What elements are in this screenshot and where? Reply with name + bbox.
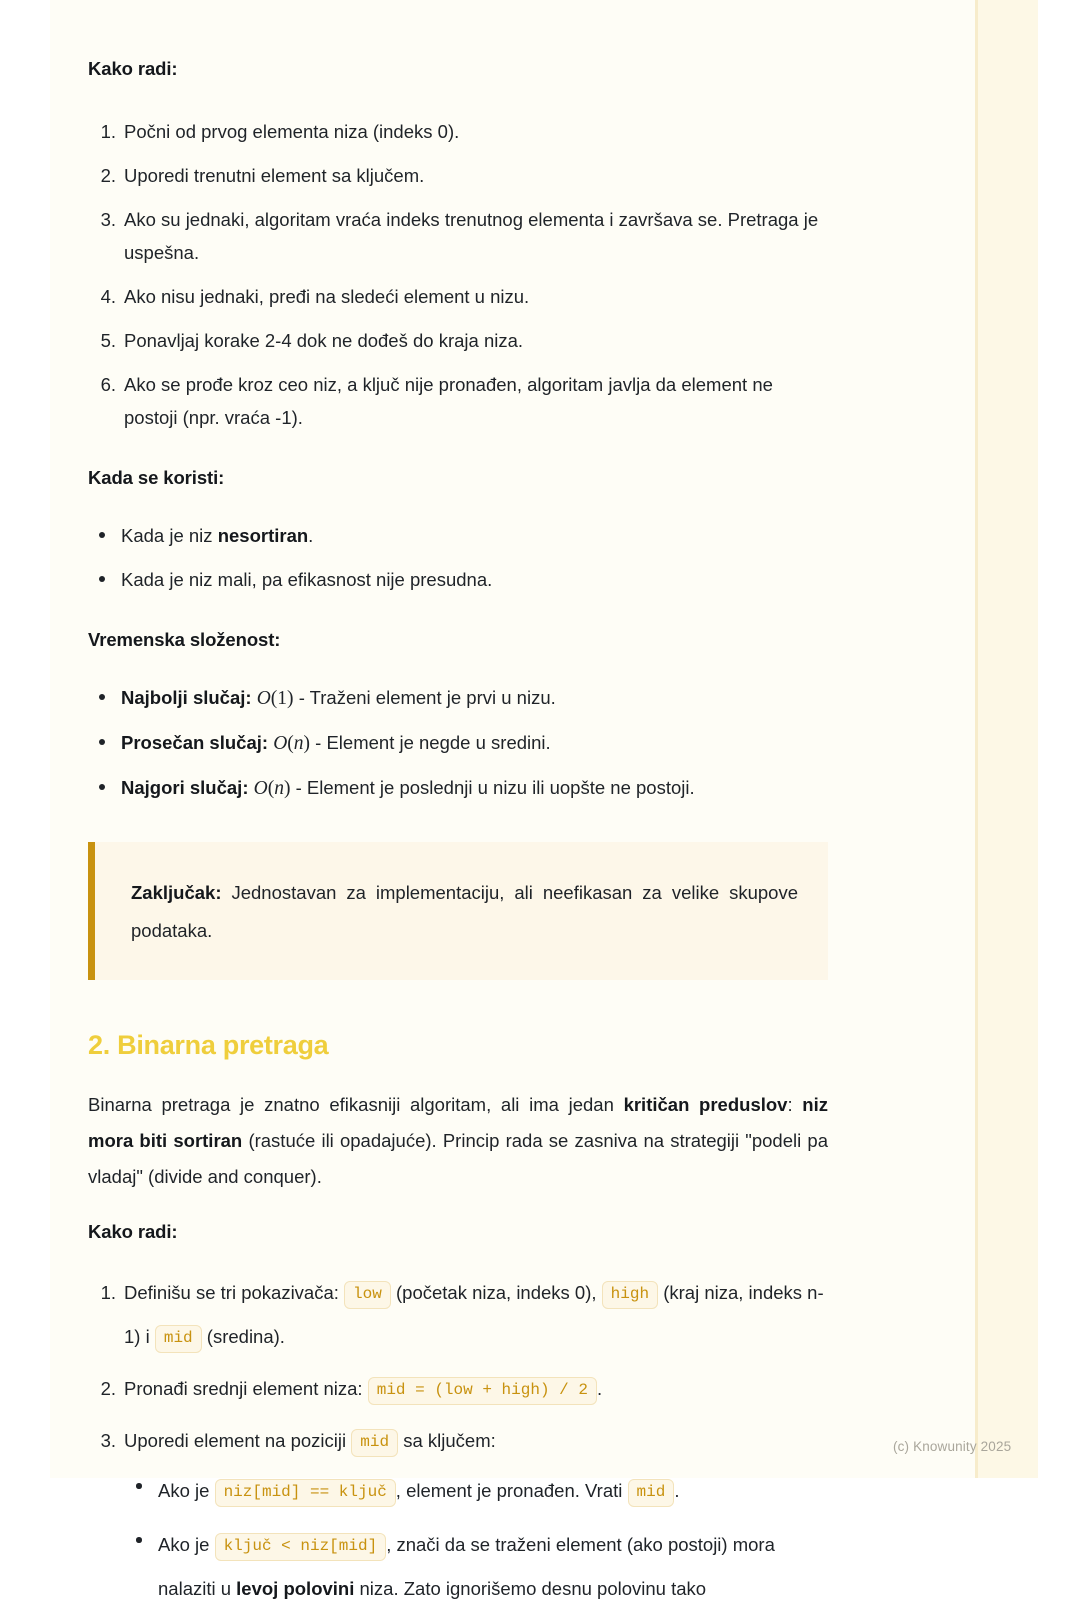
list-item-text: Ponavljaj korake 2-4 dok ne dođeš do kraja niza. bbox=[124, 330, 524, 351]
bullet-dot-icon bbox=[99, 694, 105, 700]
list-item-text: Uporedi trenutni element sa ključem. bbox=[124, 165, 425, 186]
list-item bbox=[88, 324, 828, 357]
step-text-4: (sredina). bbox=[201, 1326, 285, 1347]
intro-bold-1: kritičan preduslov bbox=[623, 1094, 788, 1115]
list-item-text: Ako se prođe kroz ceo niz, a ključ nije pronađen, algoritam javlja da element ne postoji (npr. vraća -1). bbox=[124, 374, 773, 428]
big-o-notation: O(n) bbox=[253, 778, 291, 799]
heading-kako-radi-binary: Kako radi: bbox=[88, 1221, 178, 1242]
list-item bbox=[88, 771, 828, 805]
list-item bbox=[124, 1469, 828, 1513]
callout-body: Jednostavan za implementaciju, ali neefikasan za velike skupove podataka. bbox=[131, 882, 798, 941]
right-margin-strip bbox=[975, 0, 1038, 1478]
substep-text-2: , element je pronađen. Vrati bbox=[395, 1480, 628, 1501]
list-marker: 3. bbox=[100, 209, 116, 230]
list-item bbox=[88, 681, 828, 715]
complexity-description: - Element je poslednji u nizu ili uopšte ne postoji. bbox=[295, 777, 695, 798]
list-item-text: Počni od prvog elementa niza (indeks 0). bbox=[124, 121, 460, 142]
heading-kada-se-koristi: Kada se koristi: bbox=[88, 467, 225, 488]
list-item bbox=[88, 1271, 828, 1359]
substep-bold: levoj polovini bbox=[236, 1578, 355, 1599]
list-item bbox=[124, 1523, 828, 1611]
code-chip-mid: mid bbox=[155, 1325, 202, 1353]
list-marker: 6. bbox=[100, 374, 116, 395]
list-item bbox=[88, 1367, 828, 1411]
list-marker: 3. bbox=[100, 1430, 116, 1451]
heading-binarna-pretraga: 2. Binarna pretraga bbox=[88, 1030, 329, 1060]
substep-text-2: , znači da se traženi element (ako postoji) mora nalaziti u bbox=[158, 1534, 775, 1599]
complexity-case-label: Prosečan slučaj: bbox=[121, 732, 269, 753]
callout-label: Zaključak: bbox=[131, 882, 222, 903]
substep-text-3: . bbox=[674, 1480, 680, 1501]
binary-substeps-list bbox=[124, 1469, 828, 1611]
conclusion-callout bbox=[88, 842, 828, 980]
list-item bbox=[88, 203, 828, 269]
list-marker: 4. bbox=[100, 286, 116, 307]
list-marker: 2. bbox=[100, 1378, 116, 1399]
list-marker: 1. bbox=[100, 121, 116, 142]
substep-text-1: Ako je bbox=[158, 1480, 215, 1501]
list-item bbox=[88, 159, 828, 192]
list-item-text: Ako nisu jednaki, pređi na sledeći element u nizu. bbox=[124, 286, 530, 307]
complexity-list bbox=[88, 681, 828, 805]
complexity-case-label: Najbolji slučaj: bbox=[121, 687, 252, 708]
copyright-watermark: (c) Knowunity 2025 bbox=[893, 1439, 1012, 1454]
list-marker: 1. bbox=[100, 1282, 116, 1303]
bullet-dot-icon bbox=[99, 576, 105, 582]
intro-text-3: (rastuće ili opadajuće). Princip rada se zasniva na strategiji "podeli pa vladaj" (divide and conquer). bbox=[88, 1130, 828, 1187]
complexity-description: - Element je negde u sredini. bbox=[315, 732, 551, 753]
list-marker: 5. bbox=[100, 330, 116, 351]
list-item-text-suffix: . bbox=[308, 525, 314, 546]
code-chip-low: low bbox=[344, 1281, 391, 1309]
list-item-text: Kada je niz mali, pa efikasnost nije presudna. bbox=[121, 569, 493, 590]
substep-text-1: Ako je bbox=[158, 1534, 215, 1555]
bullet-dot-icon bbox=[99, 784, 105, 790]
code-chip-high: high bbox=[602, 1281, 658, 1309]
step-text-1: Definišu se tri pokazivača: bbox=[124, 1282, 345, 1303]
intro-bold-2: niz mora biti sortiran bbox=[88, 1094, 828, 1151]
code-chip-less-than: ključ < niz[mid] bbox=[215, 1533, 387, 1561]
substep-text-3: niza. Zato ignorišemo desnu polovinu tako bbox=[354, 1578, 707, 1599]
list-item-text-bold: nesortiran bbox=[217, 525, 309, 546]
complexity-case-label: Najgori slučaj: bbox=[121, 777, 249, 798]
list-item-text: Ako su jednaki, algoritam vraća indeks trenutnog elementa i završava se. Pretraga je uspešna. bbox=[124, 209, 819, 263]
binary-steps-list bbox=[88, 1271, 828, 1611]
complexity-description: - Traženi element je prvi u nizu. bbox=[298, 687, 556, 708]
big-o-notation: O(1) bbox=[256, 688, 294, 709]
step-text-2: . bbox=[596, 1378, 603, 1399]
code-chip-mid: mid bbox=[628, 1479, 675, 1507]
bullet-dot-icon bbox=[99, 532, 105, 538]
step-text-2: sa ključem: bbox=[398, 1430, 496, 1451]
step-text-1: Pronađi srednji element niza: bbox=[124, 1378, 368, 1399]
step-text-2: (početak niza, indeks 0), bbox=[390, 1282, 602, 1303]
bullet-dot-icon bbox=[136, 1483, 142, 1489]
intro-text-2: : bbox=[787, 1094, 803, 1115]
linear-steps-list bbox=[88, 115, 828, 434]
list-item bbox=[88, 563, 828, 596]
binary-intro-paragraph bbox=[88, 1087, 828, 1195]
list-item bbox=[88, 115, 828, 148]
list-item-text-prefix: Kada je niz bbox=[121, 525, 218, 546]
list-item bbox=[88, 368, 828, 434]
list-marker: 2. bbox=[100, 165, 116, 186]
bullet-dot-icon bbox=[99, 739, 105, 745]
list-item bbox=[88, 1419, 828, 1611]
big-o-notation: O(n) bbox=[273, 733, 311, 754]
bullet-dot-icon bbox=[136, 1537, 142, 1543]
heading-vremenska-slozenost: Vremenska složenost: bbox=[88, 629, 281, 650]
document-content bbox=[88, 0, 828, 1599]
intro-text-1: Binarna pretraga je znatno efikasniji algoritam, ali ima jedan bbox=[88, 1094, 624, 1115]
code-chip-mid-formula: mid = (low + high) / 2 bbox=[368, 1377, 597, 1405]
when-used-list bbox=[88, 519, 828, 596]
list-item bbox=[88, 519, 828, 552]
step-text-1: Uporedi element na poziciji bbox=[124, 1430, 352, 1451]
code-chip-equality: niz[mid] == ključ bbox=[215, 1479, 396, 1507]
callout-text bbox=[131, 874, 798, 950]
code-chip-mid: mid bbox=[351, 1429, 398, 1457]
heading-kako-radi-linear: Kako radi: bbox=[88, 58, 178, 79]
list-item bbox=[88, 280, 828, 313]
step-text-3: (kraj niza, indeks n-1) i bbox=[124, 1282, 824, 1347]
list-item bbox=[88, 726, 828, 760]
